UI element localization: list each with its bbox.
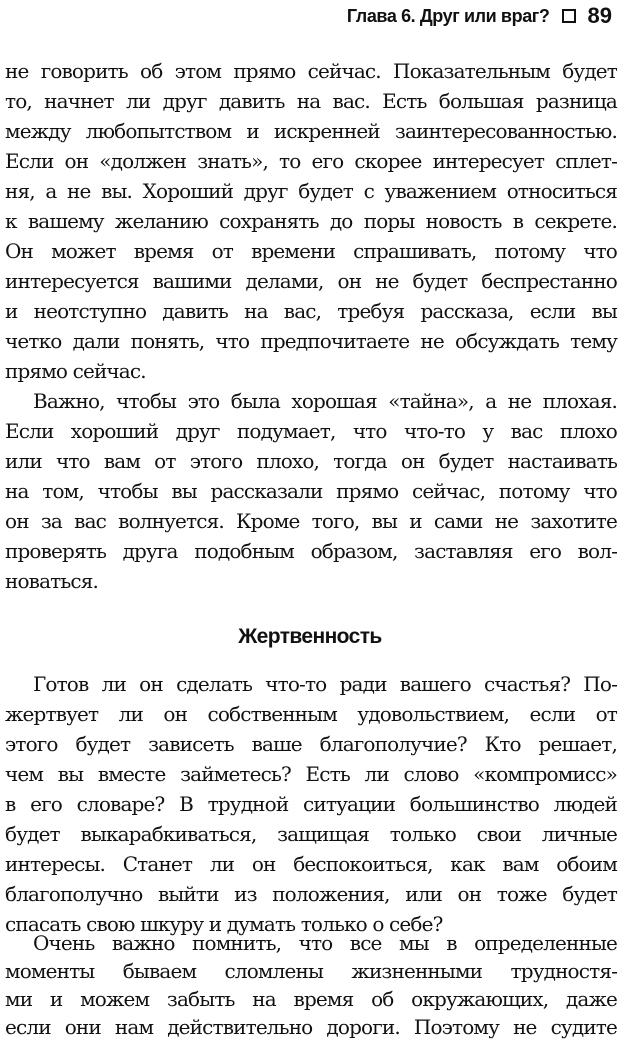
checkbox-square-icon xyxy=(562,9,576,23)
text-line: благополучно выйти из положения, или он тоже будет xyxy=(5,882,617,906)
text-line: ми и можем забыть на время об окружающих, даже xyxy=(5,987,617,1011)
text-line: Очень важно помнить, что все мы в определенные xyxy=(33,931,617,955)
text-line: между любопытством и искренней заинтересованностью. xyxy=(5,119,617,143)
page-number: 89 xyxy=(587,3,612,28)
text-line: интересы. Станет ли он беспокоиться, как вам обоим xyxy=(5,852,617,876)
text-line: спасать свою шкуру и думать только о себе? xyxy=(5,912,443,936)
chapter-title: Глава 6. Друг или враг? xyxy=(346,5,550,26)
text-line: чем вы вместе займетесь? Есть ли слово «компромисс» xyxy=(5,762,617,786)
text-line: то, начнет ли друг давить на вас. Есть большая разница xyxy=(5,89,617,113)
text-line: на том, чтобы вы рассказали прямо сейчас, потому что xyxy=(5,479,617,503)
text-line: моменты бываем сломлены жизненными трудностя- xyxy=(5,959,617,983)
text-line: Если хороший друг подумает, что что-то у вас плохо xyxy=(5,419,617,443)
text-line: жертвует ли он собственным удовольствием, если от xyxy=(5,702,617,726)
text-line: будет выкарабкиваться, защищая только свои личные xyxy=(5,822,617,846)
text-line: прямо сейчас. xyxy=(5,359,146,383)
text-line: Он может время от времени спрашивать, потому что xyxy=(5,239,617,263)
section-title: Жертвенность xyxy=(238,625,382,648)
text-line: новаться. xyxy=(5,569,99,593)
text-line: Готов ли он сделать что-то ради вашего счастья? По- xyxy=(33,672,617,696)
text-line: этого будет зависеть ваше благополучие? Кто решает, xyxy=(5,732,617,756)
text-line: если они нам действительно дороги. Поэтому не судите xyxy=(5,1015,617,1039)
text-line: Важно, чтобы это была хорошая «тайна», а не плохая. xyxy=(33,389,617,413)
text-line: Если он «должен знать», то его скорее интересует сплет- xyxy=(5,149,617,173)
text-line: к вашему желанию сохранять до поры новость в секрете. xyxy=(5,209,617,233)
text-line: в его словаре? В трудной ситуации большинство людей xyxy=(5,792,617,816)
text-line: ня, а не вы. Хороший друг будет с уважением относиться xyxy=(5,179,617,203)
text-line: он за вас волнуется. Кроме того, вы и сами не захотите xyxy=(5,509,617,533)
text-line: проверять друга подобным образом, заставляя его вол- xyxy=(5,539,617,563)
running-header xyxy=(347,2,612,30)
text-line: и неотступно давить на вас, требуя рассказа, если вы xyxy=(5,299,617,323)
text-line: или что вам от этого плохо, тогда он будет настаивать xyxy=(5,449,617,473)
text-line: четко дали понять, что предпочитаете не обсуждать тему xyxy=(5,329,617,353)
text-line: интересуется вашими делами, он не будет беспрестанно xyxy=(5,269,617,293)
text-line: не говорить об этом прямо сейчас. Показательным будет xyxy=(5,59,617,83)
